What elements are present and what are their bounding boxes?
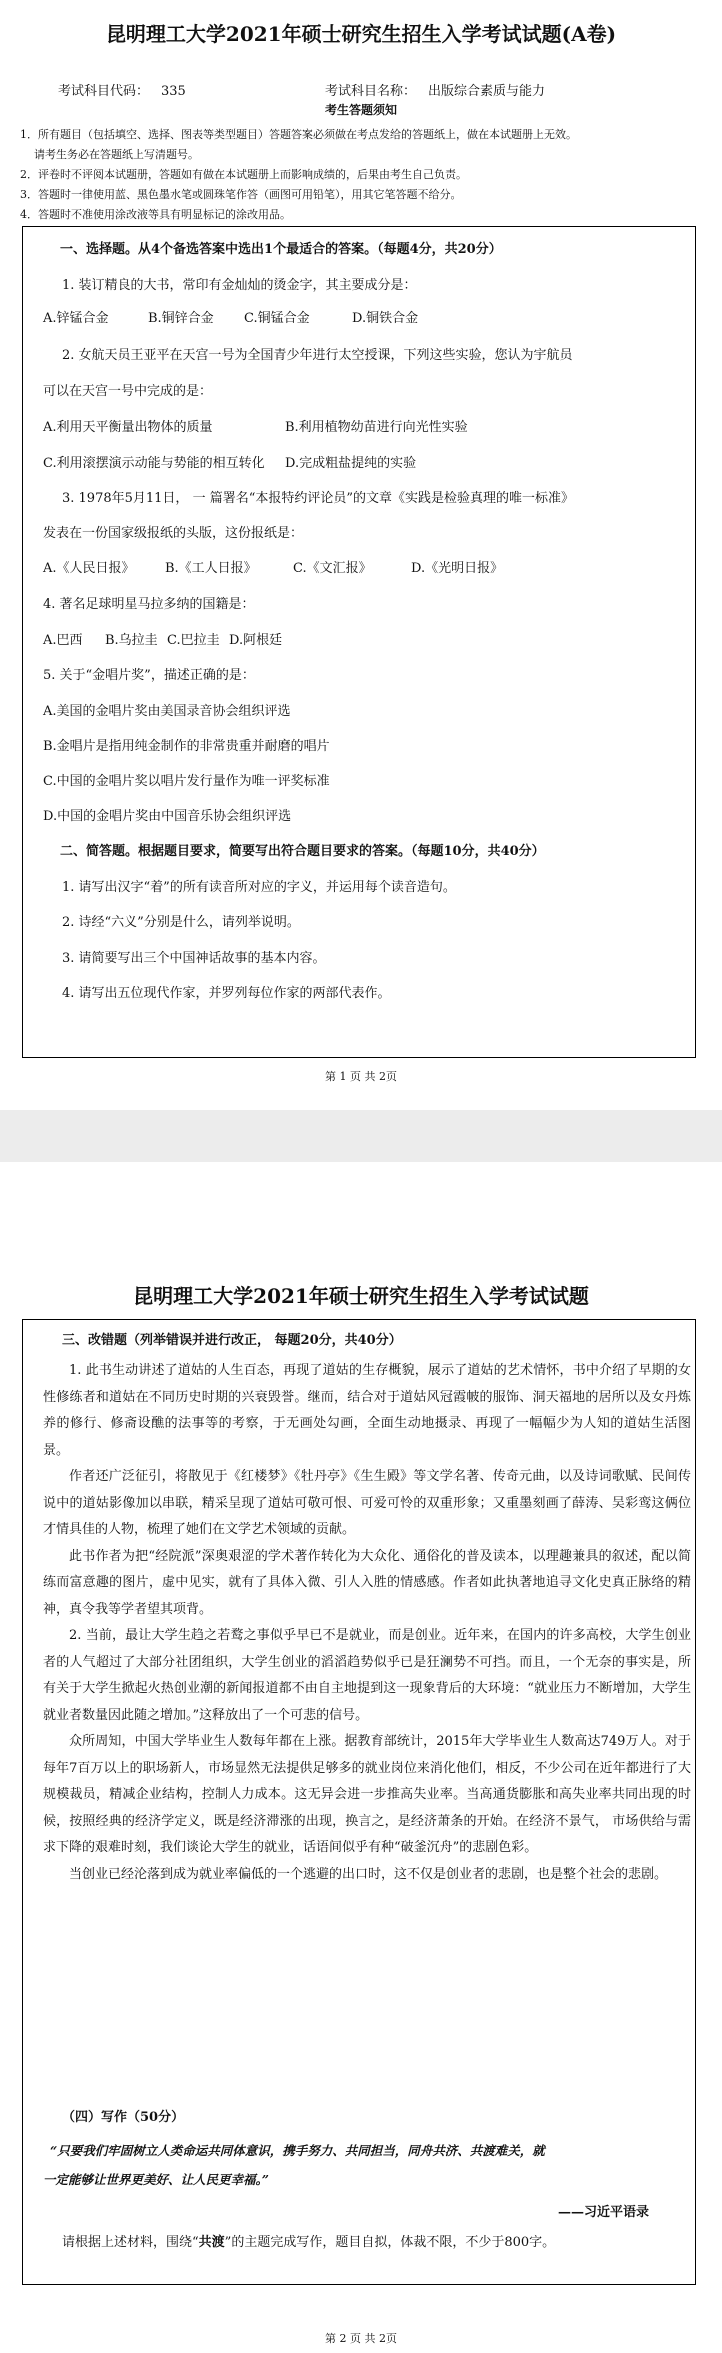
quote-line-2: 一定能够让世界更美好、让人民更幸福。” — [43, 2172, 269, 2187]
notice-1b: 请考生务必在答题纸上写清题号。 — [34, 148, 199, 161]
q3-option-c: C.《文汇报》 — [293, 561, 372, 576]
section1-heading: 一、选择题。从4个备选答案中选出1个最适合的答案。（每题4分，共20分） — [60, 242, 502, 257]
q5-option-a: A.美国的金唱片奖由美国录音协会组织评选 — [43, 704, 291, 719]
sa-q2: 2. 诗经“六义”分别是什么，请列举说明。 — [62, 915, 300, 930]
q2-stem-1: 2. 女航天员王亚平在天宫一号为全国青少年进行太空授课，下列这些实验，您认为宇航员 — [62, 348, 573, 363]
q1-options — [43, 308, 418, 330]
q3-option-a: A.《人民日报》 — [43, 561, 135, 576]
q3-stem-2: 发表在一份国家级报纸的头版，这份报纸是： — [43, 526, 304, 541]
exam-page-1 — [0, 0, 722, 1110]
sa-q3: 3. 请简要写出三个中国神话故事的基本内容。 — [62, 951, 326, 966]
subject-code-value: 335 — [161, 84, 186, 99]
q1-option-c: C.铜锰合金 — [244, 311, 310, 326]
notice-3: 3．答题时一律使用蓝、黑色墨水笔或圆珠笔作答（画图可用铅笔），用其它笔答题不给分。 — [20, 188, 462, 201]
q4-option-d: D.阿根廷 — [229, 633, 283, 648]
paragraph-3: 此书作者为把“经院派”深奥艰涩的学术著作转化为大众化、通俗化的普及读本，以理趣兼具的叙述，配以简练而富意趣的图片，虚中见实，就有了具体入微、引人入胜的情感感。作者如此执著地追寻文化史真正脉络的精神，真令我等学者望其项背。 — [43, 1548, 691, 1617]
paragraph-2: 作者还广泛征引，将散见于《红楼梦》《牡丹亭》《生生殿》等文学名著、传奇元曲，以及诗词歌赋、民间传说中的道姑影像加以串联，精采呈现了道姑可敬可恨、可爱可怜的双重形象；又重墨刻画了薛涛、吴彩鸾这俩位才情具佳的人物，梳理了她们在文学艺术领域的贡献。 — [43, 1469, 691, 1537]
paragraph-4: 2. 当前，最让大学生趋之若鹜之事似乎早已不是就业，而是创业。近年来，在国内的许多高校，大学生创业者的人气超过了大部分社团组织，大学生创业的滔滔趋势似乎已是狂澜势不可挡。而且，一个无奈的事实是，所有关于大学生掀起火热创业潮的新闻报道都不由自主地提到这一现象背后的大环境：“就业压力不断增加，大学生就业者数量因此随之增加。”这释放出了一个可悲的信号。 — [43, 1628, 691, 1723]
subject-code — [58, 80, 186, 99]
q5-option-b: B.金唱片是指用纯金制作的非常贵重并耐磨的唱片 — [43, 739, 330, 754]
essay-prompt — [62, 2232, 555, 2254]
essay-prompt-post: ”的主题完成写作，题目自拟，体裁不限，不少于800字。 — [224, 2235, 556, 2250]
q2-options-row2 — [43, 453, 416, 475]
notice-2: 2．评卷时不评阅本试题册，答题如有做在本试题册上而影响成绩的，后果由考生自己负责。 — [20, 168, 467, 181]
q2-option-d: D.完成粗盐提纯的实验 — [285, 456, 417, 471]
sa-q4: 4. 请写出五位现代作家，并罗列每位作家的两部代表作。 — [62, 986, 391, 1001]
q3-option-b: B.《工人日报》 — [165, 561, 257, 576]
q4-option-b: B.乌拉圭 — [105, 633, 158, 648]
q4-option-c: C.巴拉圭 — [167, 633, 220, 648]
essay-topic: 共渡 — [198, 2235, 225, 2250]
paragraph-5: 众所周知，中国大学毕业生人数每年都在上涨。据教育部统计，2015年大学毕业生人数高达749万人。对于每年7百万以上的职场新人，市场显然无法提供足够多的就业岗位来消化他们，相反，不少公司在近年都进行了大规模裁员，精减企业结构，控制人力成本。这无异会进一步推高失业率。当高通货膨胀和高失业率共同出现的时候，按照经典的经济学定义，既是经济滞涨的出现，换言之，是经济萧条的开始。在经济不景气， 市场供给与需求下降的艰难时刻，我们谈论大学生的就业，话语间似乎有种“破釜沉舟”的悲剧色彩。 — [43, 1734, 691, 1855]
quote-line-1: “只要我们牢固树立人类命运共同体意识，携手努力、共同担当，同舟共济、共渡难关，就 — [50, 2143, 545, 2158]
sa-q1: 1. 请写出汉字“着”的所有读音所对应的字义，并运用每个读音造句。 — [62, 880, 456, 895]
quote-author: ——习近平语录 — [558, 2205, 650, 2220]
q3-options — [43, 558, 503, 580]
page-title: 昆明理工大学2021年硕士研究生招生入学考试试题(A卷) — [105, 22, 617, 46]
q4-options — [43, 630, 282, 652]
subject-code-label: 考试科目代码： — [58, 84, 150, 99]
notice-4: 4．答题时不准使用涂改液等具有明显标记的涂改用品。 — [20, 208, 291, 221]
section2-heading: 二、简答题。根据题目要求，简要写出符合题目要求的答案。（每题10分，共40分） — [60, 844, 545, 859]
q2-options-row1 — [43, 417, 468, 439]
subject-name-label: 考试科目名称： — [325, 84, 417, 99]
q4-stem: 4. 著名足球明星马拉多纳的国籍是： — [43, 597, 255, 612]
q1-option-a: A.锌锰合金 — [43, 311, 109, 326]
q1-stem: 1. 装订精良的大书，常印有金灿灿的烫金字，其主要成分是： — [62, 278, 417, 293]
page-number: 第 1 页 共 2页 — [325, 1070, 397, 1083]
page-number: 第 2 页 共 2页 — [325, 2332, 397, 2345]
q1-option-b: B.铜锌合金 — [148, 311, 214, 326]
exam-page-2 — [0, 1162, 722, 2353]
subject-name — [325, 80, 545, 99]
q5-option-d: D.中国的金唱片奖由中国音乐协会组织评选 — [43, 809, 292, 824]
q2-option-b: B.利用植物幼苗进行向光性实验 — [285, 420, 468, 435]
essay-prompt-pre: 请根据上述材料，围绕“ — [62, 2235, 199, 2250]
notice-1: 1．所有题目（包括填空、选择、图表等类型题目）答题答案必须做在考点发给的答题纸上，做在本试题册上无效。 — [20, 128, 577, 141]
q3-option-d: D.《光明日报》 — [411, 561, 504, 576]
subject-name-value: 出版综合素质与能力 — [428, 84, 546, 99]
section3-heading: 三、改错题（列举错误并进行改正， 每题20分，共40分） — [62, 1333, 402, 1348]
q5-option-c: C.中国的金唱片奖以唱片发行量作为唯一评奖标准 — [43, 774, 330, 789]
q2-option-c: C.利用滚摆演示动能与势能的相互转化 — [43, 456, 265, 471]
paragraph-1: 1. 此书生动讲述了道姑的人生百态，再现了道姑的生存概貌，展示了道姑的艺术情怀，书中介绍了早期的女性修练者和道姑在不同历史时期的兴衰毁誉。继而，结合对于道姑风冠霞帔的服饰、洞天福地的居所以及女丹炼养的修行、修斋设醮的法事等的考察，于无画处勾画，全面生动地摄录、再现了一幅幅少为人知的道姑生活图景。 — [43, 1363, 691, 1458]
notice-title: 考生答题须知 — [324, 103, 397, 117]
q2-option-a: A.利用天平衡量出物体的质量 — [43, 420, 213, 435]
q3-stem-1: 3. 1978年5月11日， 一 篇署名“本报特约评论员”的文章《实践是检验真理的唯一标准》 — [62, 491, 574, 506]
q4-option-a: A.巴西 — [43, 633, 83, 648]
section4-heading: （四）写作（50分） — [62, 2110, 185, 2125]
q1-option-d: D.铜铁合金 — [352, 311, 419, 326]
q2-stem-2: 可以在天宫一号中完成的是： — [43, 384, 213, 399]
q5-stem: 5. 关于“金唱片奖”，描述正确的是： — [43, 668, 255, 683]
correction-text — [43, 1358, 691, 1888]
page-title: 昆明理工大学2021年硕士研究生招生入学考试试题 — [133, 1284, 589, 1308]
paragraph-6: 当创业已经沦落到成为就业率偏低的一个逃避的出口时，这不仅是创业者的悲剧，也是整个社会的悲剧。 — [69, 1866, 668, 1882]
